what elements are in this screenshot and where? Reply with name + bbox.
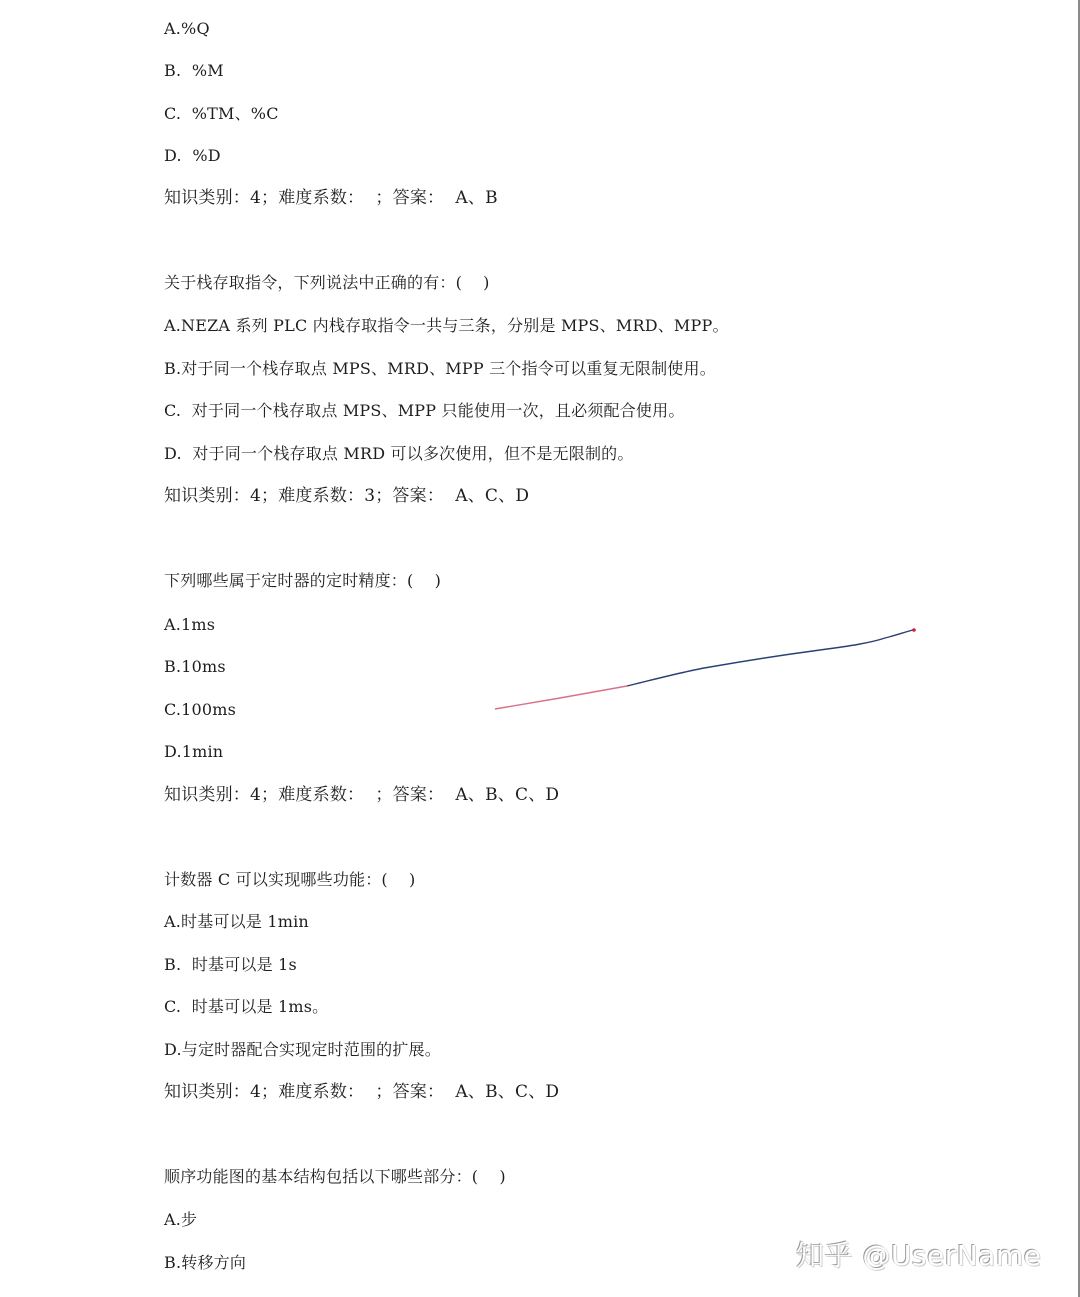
q4-answer-meta: 知识类别：4；难度系数： ；答案： A、B、C、D xyxy=(164,1082,560,1102)
q2-option-c: C. 对于同一个栈存取点 MPS、MPP 只能使用一次，且必须配合使用。 xyxy=(164,401,685,420)
q1-answer-meta: 知识类别：4；难度系数： ；答案： A、B xyxy=(164,188,498,208)
q4-option-d: D.与定时器配合实现定时范围的扩展。 xyxy=(164,1040,441,1059)
q2-option-b: B.对于同一个栈存取点 MPS、MRD、MPP 三个指令可以重复无限制使用。 xyxy=(164,359,716,378)
q3-answer-meta: 知识类别：4；难度系数： ；答案： A、B、C、D xyxy=(164,785,560,805)
q4-option-a: A.时基可以是 1min xyxy=(164,912,309,931)
q1-option-d: D. %D xyxy=(164,146,221,165)
q3-stem: 下列哪些属于定时器的定时精度：( ) xyxy=(164,571,442,590)
q3-option-c: C.100ms xyxy=(164,700,237,719)
q5-option-a: A.步 xyxy=(164,1210,198,1229)
q4-option-c: C. 时基可以是 1ms。 xyxy=(164,997,329,1016)
q3-option-b: B.10ms xyxy=(164,657,226,676)
q4-option-b: B. 时基可以是 1s xyxy=(164,955,297,974)
q1-option-c: C. %TM、%C xyxy=(164,104,279,123)
q1-option-a: A.%Q xyxy=(164,19,210,38)
q2-answer-meta: 知识类别：4；难度系数：3；答案： A、C、D xyxy=(164,486,530,506)
q2-option-d: D. 对于同一个栈存取点 MRD 可以多次使用，但不是无限制的。 xyxy=(164,444,634,463)
q1-option-b: B. %M xyxy=(164,61,224,80)
q2-stem: 关于栈存取指令，下列说法中正确的有：( ) xyxy=(164,273,490,292)
zhihu-watermark: 知乎 @UserName xyxy=(796,1239,1042,1272)
q4-stem: 计数器 C 可以实现哪些功能：( ) xyxy=(164,870,416,889)
q5-option-b: B.转移方向 xyxy=(164,1253,247,1272)
q3-option-a: A.1ms xyxy=(164,615,216,634)
q5-stem: 顺序功能图的基本结构包括以下哪些部分：( ) xyxy=(164,1167,506,1186)
q2-option-a: A.NEZA 系列 PLC 内栈存取指令一共与三条，分别是 MPS、MRD、MPP。 xyxy=(164,316,729,335)
q3-option-d: D.1min xyxy=(164,742,224,761)
